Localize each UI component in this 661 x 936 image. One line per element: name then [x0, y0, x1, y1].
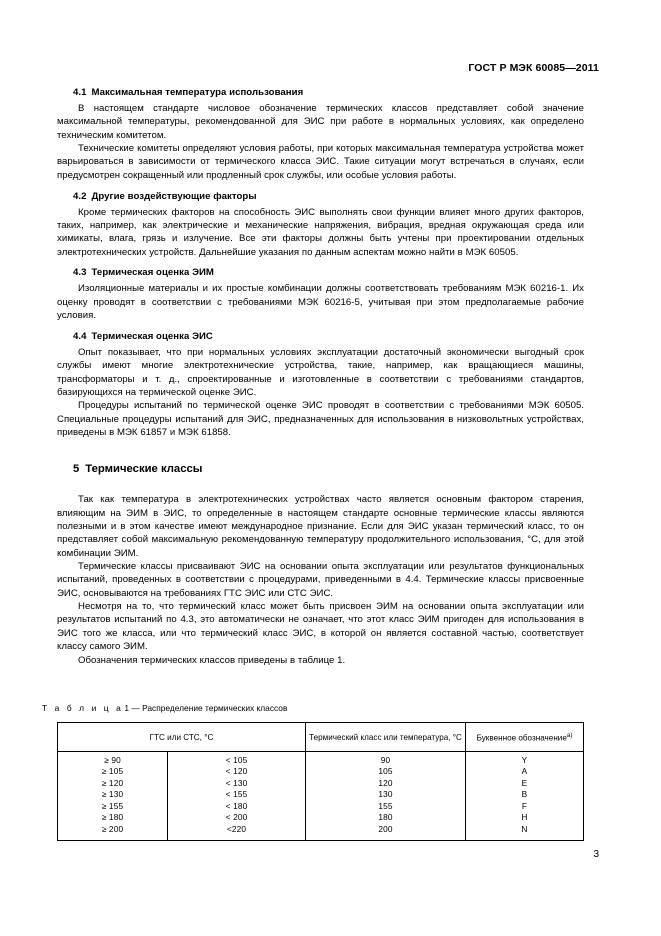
thermal-classes-table	[57, 722, 584, 841]
paragraph-4-3-1: Изоляционные материалы и их простые комбинации должны соответствовать требованиям МЭК 60216-1. Их оценку проводят в соответствии с требованиями МЭК 60216-5, учитывая при этом предполагаемые рабочие условия.	[57, 283, 584, 322]
section-title-4-2: Другие воздействующие факторы	[91, 190, 257, 202]
running-header-standard-title: ГОСТ Р МЭК 60085—2011	[468, 62, 599, 74]
cell-lower-limit: ≥ 90	[58, 752, 168, 766]
table-caption	[42, 703, 287, 714]
table-row	[58, 752, 584, 766]
paragraph-4-2-1: Кроме термических факторов на способность ЭИС выполнять свои функции влияет много других факторов, таких, например, как электрические и механические напряжения, вибрация, вредная окружающая среда или химикаты, влага, грязь и излучение. Все эти факторы должны быть учтены при проектировании отдельных электротехнических устройств. Дальнейшие указания по данным аспектам можно найти в МЭК 60505.	[57, 206, 584, 258]
cell-lower-limit: ≥ 120	[58, 778, 168, 790]
chapter-title-5: Термические классы	[85, 463, 203, 476]
section-title-4-3: Термическая оценка ЭИМ	[91, 267, 214, 279]
table-caption-dash: —	[131, 703, 140, 713]
table-caption-label: Т а б л и ц а	[42, 703, 124, 713]
cell-lower-limit: ≥ 130	[58, 789, 168, 801]
table-row	[58, 824, 584, 840]
cell-lower-limit: ≥ 200	[58, 824, 168, 840]
footnote-marker: a)	[566, 731, 573, 739]
cell-letter: N	[466, 824, 584, 840]
chapter-heading-5	[57, 461, 584, 477]
section-heading-4-3	[57, 266, 584, 280]
cell-letter: A	[466, 766, 584, 778]
spacer	[57, 477, 584, 493]
cell-thermal-class: 90	[306, 752, 466, 766]
section-heading-4-1	[57, 86, 584, 100]
table-header	[58, 723, 584, 752]
cell-thermal-class: 130	[306, 789, 466, 801]
page-number: 3	[593, 849, 599, 860]
spacer	[57, 182, 584, 190]
cell-upper-limit: < 105	[168, 752, 306, 766]
cell-upper-limit: < 200	[168, 812, 306, 824]
paragraph-4-4-2: Процедуры испытаний по термической оценке ЭИС проводят в соответствии с требованиями МЭК 60505. Специальные процедуры испытаний для ЭИС, предназначенных для использования в низковольтных устройствах, приведены в МЭК 61857 и МЭК 61858.	[57, 400, 584, 439]
table-header-row	[58, 723, 584, 752]
column-header-letter-designation	[466, 723, 584, 752]
cell-upper-limit: < 120	[168, 766, 306, 778]
table-row	[58, 778, 584, 790]
paragraph-4-1-2: Технические комитеты определяют условия работы, при которых максимальная температура устройства может варьироваться в зависимости от термического класса ЭИС. Такие ситуации могут встречаться в случаях, если предусмотрен сокращенный или продленный срок службы, или особые условия работы.	[57, 143, 584, 181]
cell-letter: F	[466, 801, 584, 813]
section-title-4-4: Термическая оценка ЭИС	[91, 330, 213, 342]
section-number-4-4: 4.4	[73, 330, 87, 342]
cell-thermal-class: 155	[306, 801, 466, 813]
paragraph-5-1: Так как температура в электротехнических устройствах часто является основным фактором старения, влияющим на ЭИМ в ЭИС, то определенные в настоящем стандарте основные термические классы являются полезными и в этом качестве имеют международное признание. Если для ЭИС указан термический класс, то он представляет собой максимальную рекомендованную температуру продолжительного использования, °С, для этой комбинации ЭИМ.	[57, 494, 584, 559]
spacer	[57, 322, 584, 330]
table-caption-title: Распределение термических классов	[142, 703, 288, 713]
paragraph-5-4: Обозначения термических классов приведены в таблице 1.	[78, 654, 346, 666]
spacer	[57, 439, 584, 461]
cell-upper-limit: < 180	[168, 801, 306, 813]
cell-upper-limit: <220	[168, 824, 306, 840]
cell-lower-limit: ≥ 105	[58, 766, 168, 778]
cell-thermal-class: 105	[306, 766, 466, 778]
table-row	[58, 801, 584, 813]
section-number-4-1: 4.1	[73, 87, 87, 98]
section-heading-4-2	[57, 190, 584, 204]
table-caption-number: 1	[124, 703, 130, 713]
table-row	[58, 812, 584, 824]
cell-thermal-class: 200	[306, 824, 466, 840]
page-content	[57, 86, 584, 667]
cell-upper-limit: < 155	[168, 789, 306, 801]
cell-lower-limit: ≥ 155	[58, 801, 168, 813]
paragraph-5-3: Несмотря на то, что термический класс может быть присвоен ЭИМ на основании опыта эксплуатации или результатов испытаний по 4.3, это автоматически не означает, что этот класс ЭИМ пригоден для использования в ЭИС того же класса, или что термический класс ЭИС, в которой он является составной частью, соответствует классу самого ЭИМ.	[57, 601, 584, 653]
cell-letter: H	[466, 812, 584, 824]
cell-letter: Y	[466, 752, 584, 766]
chapter-number-5: 5	[73, 463, 80, 476]
section-title-4-1: Максимальная температура использования	[91, 87, 304, 98]
cell-thermal-class: 180	[306, 812, 466, 824]
table-row	[58, 766, 584, 778]
column-header-gts-sts: ГТС или СТС, °С	[58, 723, 306, 752]
cell-upper-limit: < 130	[168, 778, 306, 790]
section-number-4-2: 4.2	[73, 190, 87, 202]
column-header-letter-designation-text: Буквенное обозначение	[476, 733, 567, 743]
cell-letter: E	[466, 778, 584, 790]
table-body	[58, 752, 584, 841]
column-header-thermal-class: Термический класс или температура, °С	[306, 723, 466, 752]
paragraph-4-1-1: В настоящем стандарте числовое обозначение термических классов представляет собой значение максимальной температуры, рекомендованной для ЭИС при работе в нормальных условиях, как определено техническим комитетом.	[57, 103, 584, 141]
section-heading-4-4	[57, 330, 584, 344]
cell-lower-limit: ≥ 180	[58, 812, 168, 824]
cell-thermal-class: 120	[306, 778, 466, 790]
table-row	[58, 789, 584, 801]
paragraph-5-2: Термические классы присваивают ЭИС на основании опыта эксплуатации или результатов функциональных испытаний, проведенных в соответствии с процедурами, приведенными в 4.4. Термические классы присвоенные ЭИС, основываются на требованиях ГТС ЭИС или СТС ЭИС.	[57, 561, 584, 599]
spacer	[57, 259, 584, 267]
section-number-4-3: 4.3	[73, 267, 87, 279]
paragraph-4-4-1: Опыт показывает, что при нормальных условиях эксплуатации достаточный экономически выгодный срок службы имеют многие электротехнические устройства, такие, например, как вращающиеся машины, трансформаторы и т. д., спроектированные и изготовленные в соответствии с требованиями стандартов, базирующихся на термической оценке ЭИС.	[57, 346, 584, 398]
cell-letter: B	[466, 789, 584, 801]
